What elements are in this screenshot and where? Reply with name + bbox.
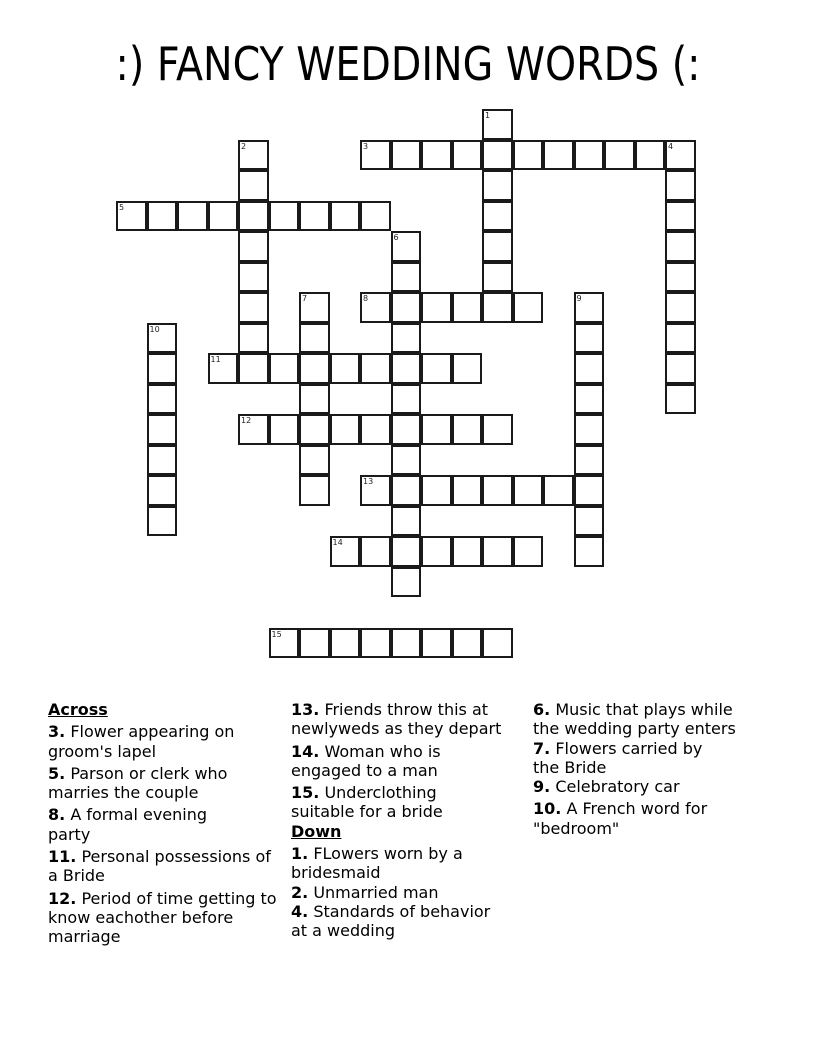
grid-cell[interactable] [482,140,513,171]
clues-column-3 [533,700,773,841]
grid-cell[interactable] [238,323,269,354]
grid-cell[interactable] [269,201,300,232]
grid-cell[interactable] [665,140,696,171]
grid-cell[interactable] [330,353,361,384]
grid-cell[interactable] [482,536,513,567]
grid-cell[interactable] [482,109,513,140]
grid-cell[interactable] [665,262,696,293]
grid-cell[interactable] [391,292,422,323]
crossword-grid [117,110,737,670]
across-heading: Across [48,700,108,719]
clue-number: 3 [363,141,369,151]
grid-cell[interactable] [452,414,483,445]
grid-cell[interactable] [299,201,330,232]
grid-cell[interactable] [299,628,330,659]
grid-cell[interactable] [360,140,391,171]
grid-cell[interactable] [513,536,544,567]
grid-cell[interactable] [482,475,513,506]
grid-cell[interactable] [299,384,330,415]
grid-cell[interactable] [391,567,422,598]
clue-across-12: 12. Period of time getting to know eachother before marriage [48,888,277,947]
grid-cell[interactable] [238,201,269,232]
grid-cell[interactable] [604,140,635,171]
grid-cell[interactable] [147,475,178,506]
grid-cell[interactable] [391,353,422,384]
grid-cell[interactable] [391,506,422,537]
grid-cell[interactable] [147,201,178,232]
clue-number: 9 [576,294,582,303]
grid-cell[interactable] [360,353,391,384]
clue-down-4: 4. Standards of behavior at a wedding [291,901,491,941]
grid-cell[interactable] [147,323,178,354]
grid-cell[interactable] [574,323,605,354]
grid-cell[interactable] [513,475,544,506]
grid-cell[interactable] [665,201,696,232]
grid-cell[interactable] [574,292,605,323]
grid-cell[interactable] [238,140,269,171]
grid-cell[interactable] [238,292,269,323]
grid-cell[interactable] [238,170,269,201]
clue-number: 10 [149,324,160,334]
grid-cell[interactable] [665,353,696,384]
clue-across-11: 11. Personal possessions of a Bride [48,847,271,886]
grid-cell[interactable] [238,414,269,445]
grid-cell[interactable] [330,628,361,659]
clue-across-14: 14. Woman who is engaged to a man [291,741,441,780]
clue-across-3: 3. Flower appearing on groom's lapel [48,722,235,761]
clue-number: 2 [241,141,247,151]
grid-cell[interactable] [482,170,513,201]
grid-cell[interactable] [482,231,513,262]
grid-cell[interactable] [269,414,300,445]
grid-cell[interactable] [574,506,605,537]
grid-cell[interactable] [299,445,330,476]
grid-cell[interactable] [665,323,696,354]
clue-number: 11 [210,355,221,364]
grid-cell[interactable] [665,384,696,415]
grid-cell[interactable] [452,536,483,567]
grid-cell[interactable] [360,475,391,506]
clue-number: 14 [332,538,343,547]
grid-cell[interactable] [482,292,513,323]
grid-cell[interactable] [269,628,300,659]
grid-cell[interactable] [391,323,422,354]
grid-cell[interactable] [574,414,605,445]
grid-cell[interactable] [360,628,391,659]
clue-across-15: 15. Underclothing suitable for a bride [291,783,443,822]
clue-number: 8 [363,294,369,303]
clue-across-13: 13. Friends throw this at newlyweds as they depart [291,700,502,739]
grid-cell[interactable] [482,201,513,232]
grid-cell[interactable] [391,140,422,171]
clue-across-8: 8. A formal evening party [48,805,208,844]
grid-cell[interactable] [574,140,605,171]
clues-column-2 [291,700,531,944]
clue-down-7: 7. Flowers carried by the Bride [533,738,703,777]
grid-cell[interactable] [299,414,330,445]
grid-cell[interactable] [177,201,208,232]
grid-cell[interactable] [391,628,422,659]
grid-cell[interactable] [360,414,391,445]
grid-cell[interactable] [238,262,269,293]
clues-column-1 [48,700,284,950]
grid-cell[interactable] [391,536,422,567]
grid-cell[interactable] [482,262,513,293]
clue-number: 4 [668,141,674,151]
grid-cell[interactable] [513,140,544,171]
grid-cell[interactable] [147,414,178,445]
grid-cell[interactable] [421,475,452,506]
grid-cell[interactable] [421,628,452,659]
grid-cell[interactable] [330,536,361,567]
grid-cell[interactable] [391,414,422,445]
grid-cell[interactable] [208,201,239,232]
grid-cell[interactable] [208,353,239,384]
grid-cell[interactable] [452,628,483,659]
clue-number: 6 [393,233,399,242]
clue-down-10: 10. A French word for "bedroom" [533,799,708,838]
clue-number: 1 [485,111,491,120]
grid-cell[interactable] [299,353,330,384]
grid-cell[interactable] [543,475,574,506]
grid-cell[interactable] [574,445,605,476]
grid-cell[interactable] [421,292,452,323]
grid-cell[interactable] [391,384,422,415]
clue-down-1: 1. FLowers worn by a bridesmaid [291,844,463,883]
grid-cell[interactable] [360,201,391,232]
grid-cell[interactable] [238,231,269,262]
grid-cell[interactable] [421,353,452,384]
grid-cell[interactable] [299,323,330,354]
grid-cell[interactable] [635,140,666,171]
grid-cell[interactable] [238,353,269,384]
grid-cell[interactable] [452,353,483,384]
clue-number: 7 [302,294,308,303]
grid-cell[interactable] [452,140,483,171]
grid-cell[interactable] [391,262,422,293]
grid-cell[interactable] [574,475,605,506]
grid-cell[interactable] [421,536,452,567]
grid-cell[interactable] [391,231,422,262]
grid-cell[interactable] [330,201,361,232]
grid-cell[interactable] [665,170,696,201]
clue-across-5: 5. Parson or clerk who marries the couple [48,763,228,803]
grid-cell[interactable] [391,445,422,476]
clue-number: 12 [241,416,252,425]
grid-cell[interactable] [665,292,696,323]
clue-down-2: 2. Unmarried man [291,882,439,902]
grid-cell[interactable] [299,292,330,323]
grid-cell[interactable] [574,536,605,567]
grid-cell[interactable] [116,201,147,232]
grid-cell[interactable] [147,353,178,384]
grid-cell[interactable] [543,140,574,171]
grid-cell[interactable] [421,414,452,445]
grid-cell[interactable] [665,231,696,262]
grid-cell[interactable] [147,506,178,537]
clue-number: 15 [271,629,282,639]
grid-cell[interactable] [330,414,361,445]
grid-cell[interactable] [421,140,452,171]
grid-cell[interactable] [574,353,605,384]
clue-number: 13 [363,477,374,486]
grid-cell[interactable] [482,414,513,445]
grid-cell[interactable] [391,475,422,506]
grid-cell[interactable] [360,292,391,323]
grid-cell[interactable] [574,384,605,415]
clue-number: 5 [119,202,125,212]
grid-cell[interactable] [147,384,178,415]
grid-cell[interactable] [299,475,330,506]
grid-cell[interactable] [360,536,391,567]
grid-cell[interactable] [147,445,178,476]
down-heading: Down [291,821,342,841]
clue-down-6: 6. Music that plays while the wedding party enters [533,700,736,739]
grid-cell[interactable] [269,353,300,384]
grid-cell[interactable] [452,475,483,506]
grid-cell[interactable] [482,628,513,659]
clue-down-9: 9. Celebratory car [533,777,680,797]
puzzle-title: :) FANCY WEDDING WORDS (: [115,37,701,91]
grid-cell[interactable] [452,292,483,323]
grid-cell[interactable] [513,292,544,323]
